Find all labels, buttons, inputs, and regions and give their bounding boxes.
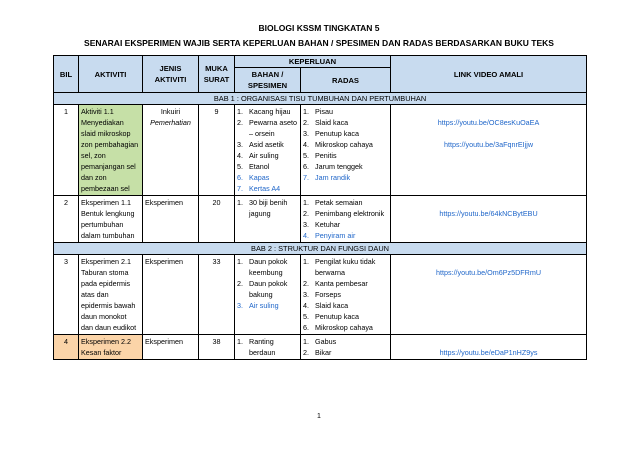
row-jenis-value: Inkuiri	[160, 107, 181, 116]
list-item: 3. Penutup kaca	[303, 129, 359, 138]
list-item: 1. Kacang hijau	[237, 107, 291, 116]
list-item: 5. Penutup kaca	[303, 312, 359, 321]
row-aktiviti: Eksperimen 2.1 Taburan stoma pada epidermis atas dan epidermis bawah daun monokot dan daun eudikot	[79, 255, 143, 335]
list-item: 1. Ranting berdaun	[237, 337, 276, 357]
list-item: 6. Kapas	[237, 173, 270, 182]
header-radas: RADAS	[301, 68, 391, 93]
list-item: 6. Mikroskop cahaya	[303, 323, 373, 332]
row-jenis: Eksperimen	[143, 255, 199, 335]
row-aktiviti: Eksperimen 2.2 Kesan faktor	[79, 335, 143, 360]
table-row	[54, 255, 587, 335]
list-item: 2. Kanta pembesar	[303, 279, 368, 288]
row-radas	[301, 255, 391, 335]
experiment-table	[53, 55, 587, 360]
row-muka: 38	[199, 335, 235, 360]
page-number: 1	[317, 413, 321, 420]
chapter-2-heading: BAB 2 : STRUKTUR DAN FUNGSI DAUN	[54, 243, 587, 255]
row-bahan	[235, 255, 301, 335]
list-item: 2. Bikar	[303, 348, 332, 357]
video-link[interactable]: https://youtu.be/3aFqnrEIjjw	[443, 140, 534, 149]
document-title: BIOLOGI KSSM TINGKATAN 5	[258, 23, 380, 33]
header-link-video: LINK VIDEO AMALI	[391, 56, 587, 93]
list-item: 7. Kertas A4	[237, 184, 281, 193]
row-muka: 20	[199, 196, 235, 243]
table-row	[54, 335, 587, 360]
row-muka: 9	[199, 105, 235, 196]
table-row	[54, 105, 587, 196]
list-item: 1. Gabus	[303, 337, 337, 346]
row-links	[391, 105, 587, 196]
list-item: 3. Air suling	[237, 301, 279, 310]
list-item: 4. Mikroskop cahaya	[303, 140, 373, 149]
document-subtitle: SENARAI EKSPERIMEN WAJIB SERTA KEPERLUAN BAHAN / SPESIMEN DAN RADAS BERDASARKAN BUKU TEKS	[84, 38, 554, 48]
row-bahan	[235, 335, 301, 360]
chapter-1-heading: BAB 1 : ORGANISASI TISU TUMBUHAN DAN PERTUMBUHAN	[54, 93, 587, 105]
row-links	[391, 255, 587, 335]
row-aktiviti: Aktiviti 1.1 Menyediakan slaid mikroskop zon pembahagian sel, zon pemanjangan sel dan zon pembezaan sel	[79, 105, 143, 196]
row-bil: 1	[54, 105, 79, 196]
row-aktiviti: Eksperimen 1.1 Bentuk lengkung pertumbuhan dalam tumbuhan	[79, 196, 143, 243]
list-item: 2. Slaid kaca	[303, 118, 349, 127]
list-item: 3. Forseps	[303, 290, 341, 299]
header-jenis-aktiviti: JENIS AKTIVITI	[143, 56, 199, 93]
video-link[interactable]: https://youtu.be/eDaP1nHZ9ys	[439, 348, 538, 357]
list-item: 6. Jarum tenggek	[303, 162, 363, 171]
list-item: 3. Ketuhar	[303, 220, 341, 229]
video-link[interactable]: https://youtu.be/OC8esKuOaEA	[437, 118, 540, 127]
list-item: 2. Penimbang elektronik	[303, 209, 385, 218]
list-item: 5. Etanol	[237, 162, 270, 171]
row-radas	[301, 335, 391, 360]
row-bil: 4	[54, 335, 79, 360]
row-bahan	[235, 105, 301, 196]
table-row	[54, 196, 587, 243]
row-jenis: Eksperimen	[143, 196, 199, 243]
row-radas	[301, 196, 391, 243]
list-item: 1. Petak semaian	[303, 198, 363, 207]
video-link[interactable]: https://youtu.be/Om6Pz5DFRmU	[435, 268, 542, 277]
list-item: 5. Penitis	[303, 151, 337, 160]
row-muka: 33	[199, 255, 235, 335]
video-link[interactable]: https://youtu.be/64kNCBytEBU	[439, 209, 538, 218]
list-item: 1. Daun pokok keembung	[237, 257, 288, 277]
header-aktiviti: AKTIVITI	[79, 56, 143, 93]
list-item: 1. 30 biji benih jagung	[237, 198, 288, 218]
row-jenis	[143, 105, 199, 196]
list-item: 2. Pewarna aseto – orsein	[237, 118, 297, 138]
list-item: 4. Penyiram air	[303, 231, 356, 240]
row-radas	[301, 105, 391, 196]
header-keperluan: KEPERLUAN	[235, 56, 391, 68]
list-item: 1. Pengilat kuku tidak berwarna	[303, 257, 376, 277]
header-bahan: BAHAN / SPESIMEN	[235, 68, 301, 93]
row-jenis-sub: Pemerhatian	[150, 118, 191, 127]
row-bil: 3	[54, 255, 79, 335]
row-bil: 2	[54, 196, 79, 243]
list-item: 1. Pisau	[303, 107, 333, 116]
row-bahan	[235, 196, 301, 243]
list-item: 4. Air suling	[237, 151, 279, 160]
header-bil: BIL	[54, 56, 79, 93]
list-item: 2. Daun pokok bakung	[237, 279, 288, 299]
list-item: 3. Asid asetik	[237, 140, 284, 149]
list-item: 4. Slaid kaca	[303, 301, 349, 310]
header-muka-surat: MUKA SURAT	[199, 56, 235, 93]
list-item: 7. Jam randik	[303, 173, 351, 182]
row-links	[391, 335, 587, 360]
row-jenis: Eksperimen	[143, 335, 199, 360]
row-links	[391, 196, 587, 243]
